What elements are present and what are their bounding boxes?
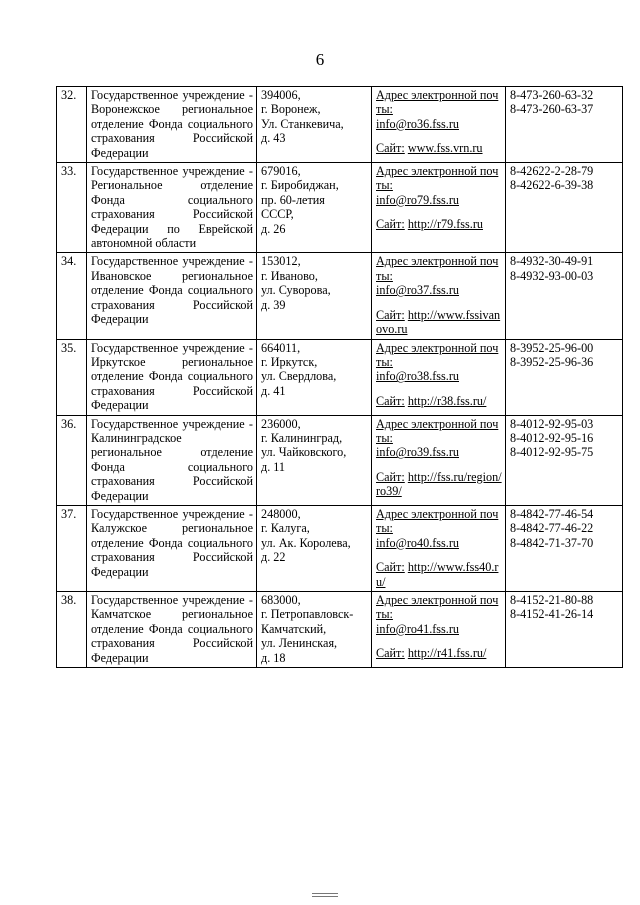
email-label: Адрес электронной почты:	[376, 164, 499, 193]
organization-name	[87, 592, 257, 668]
address-line: д. 39	[261, 297, 286, 312]
organization-name-text: Государственное учреждение - Ивановское региональное отделение Фонда социального страхования Российской Федерации	[91, 254, 253, 327]
phone-number: 8-4842-71-37-70	[510, 535, 594, 550]
address-line: г. Иваново,	[261, 268, 318, 283]
organization-name	[87, 87, 257, 163]
postal-address	[257, 163, 372, 253]
organization-name-text: Государственное учреждение - Калужское региональное отделение Фонда социального страхования Российской Федерации	[91, 506, 253, 579]
site-label: Сайт:	[376, 646, 405, 661]
address-line: д. 41	[261, 383, 286, 398]
email-link[interactable]: info@ro39.fss.ru	[376, 445, 459, 460]
email-label: Адрес электронной почты:	[376, 593, 499, 622]
email-label: Адрес электронной почты:	[376, 254, 499, 283]
site-link[interactable]: http://r79.fss.ru	[407, 217, 483, 232]
phone-number: 8-4012-92-95-75	[510, 445, 594, 460]
address-line: д. 11	[261, 459, 286, 474]
contacts-cell	[372, 253, 506, 339]
phone-numbers	[506, 505, 623, 591]
organization-name	[87, 505, 257, 591]
site-label: Сайт:	[376, 469, 405, 484]
address-line: 664011,	[261, 340, 301, 355]
contacts-cell	[372, 87, 506, 163]
row-number: 33.	[57, 163, 87, 253]
organization-name	[87, 163, 257, 253]
address-line: г. Иркутск,	[261, 354, 318, 369]
phone-number: 8-4932-30-49-91	[510, 254, 594, 269]
phone-numbers	[506, 339, 623, 415]
address-line: ул. Свердлова,	[261, 369, 337, 384]
contacts-cell	[372, 339, 506, 415]
address-line: г. Биробиджан,	[261, 178, 339, 193]
page-number: 6	[315, 50, 325, 69]
email-link[interactable]: info@ro38.fss.ru	[376, 369, 459, 384]
phone-number: 8-473-260-63-32	[510, 88, 594, 102]
row-number: 37.	[57, 505, 87, 591]
address-line: д. 18	[261, 650, 286, 665]
row-number: 35.	[57, 339, 87, 415]
site-label: Сайт:	[376, 217, 405, 232]
address-line: д. 43	[261, 131, 286, 146]
phone-numbers	[506, 592, 623, 668]
table-row	[57, 415, 623, 505]
postal-address	[257, 339, 372, 415]
phone-number: 8-4012-92-95-16	[510, 430, 594, 445]
postal-address	[257, 415, 372, 505]
bottom-mark	[312, 893, 338, 897]
address-line: ул. Ак. Королева,	[261, 535, 351, 550]
address-line: ул. Чайковского,	[261, 445, 347, 460]
email-link[interactable]: info@ro36.fss.ru	[376, 116, 459, 131]
organization-name	[87, 339, 257, 415]
phone-number: 8-42622-2-28-79	[510, 164, 594, 179]
address-line: ул. Суворова,	[261, 283, 331, 298]
phone-number: 8-4152-21-80-88	[510, 593, 594, 607]
email-link[interactable]: info@ro79.fss.ru	[376, 192, 459, 207]
address-line: Ул. Станкевича,	[261, 116, 344, 131]
address-line: СССР,	[261, 207, 294, 222]
email-label: Адрес электронной почты:	[376, 88, 499, 117]
table-row	[57, 505, 623, 591]
postal-address	[257, 505, 372, 591]
email-label: Адрес электронной почты:	[376, 416, 499, 445]
phone-numbers	[506, 163, 623, 253]
organization-name-text: Государственное учреждение - Иркутское региональное отделение Фонда социального страхования Российской Федерации	[91, 340, 253, 413]
organization-name	[87, 253, 257, 339]
site-link[interactable]: http://r41.fss.ru/	[407, 646, 487, 661]
row-number: 34.	[57, 253, 87, 339]
site-link[interactable]: http://r38.fss.ru/	[407, 393, 487, 408]
email-link[interactable]: info@ro40.fss.ru	[376, 535, 459, 550]
table-row	[57, 87, 623, 163]
address-line: д. 22	[261, 550, 286, 565]
row-number: 38.	[57, 592, 87, 668]
organization-name	[87, 415, 257, 505]
address-line: г. Петропавловск-	[261, 607, 354, 622]
address-line: 394006,	[261, 88, 301, 102]
site-label: Сайт:	[376, 560, 405, 575]
address-line: 248000,	[261, 506, 301, 521]
organization-name-text: Государственное учреждение - Воронежское региональное отделение Фонда социального страхования Российской Федерации	[91, 88, 253, 160]
phone-number: 8-42622-6-39-38	[510, 178, 594, 193]
site-link[interactable]: http://www.fss40.ru/	[376, 560, 499, 589]
contacts-cell	[372, 415, 506, 505]
phone-number: 8-4932-93-00-03	[510, 268, 594, 283]
table-row	[57, 592, 623, 668]
organization-name-text: Государственное учреждение - Региональное отделение Фонда социального страхования Российской Федерации по Еврейской автономной области	[91, 164, 253, 251]
email-label: Адрес электронной почты:	[376, 340, 499, 369]
phone-number: 8-3952-25-96-36	[510, 354, 594, 369]
site-link[interactable]: www.fss.vrn.ru	[407, 141, 483, 156]
address-line: г. Воронеж,	[261, 102, 321, 117]
phone-number: 8-4152-41-26-14	[510, 607, 594, 622]
site-link[interactable]: http://fss.ru/region/ro39/	[376, 469, 502, 499]
email-link[interactable]: info@ro37.fss.ru	[376, 283, 459, 298]
organization-name-text: Государственное учреждение - Камчатское региональное отделение Фонда социального страхования Российской Федерации	[91, 593, 253, 665]
phone-numbers	[506, 415, 623, 505]
email-label: Адрес электронной почты:	[376, 506, 499, 536]
table-body	[57, 87, 623, 668]
site-link[interactable]: http://www.fssivanovo.ru	[376, 307, 501, 337]
address-line: Камчатский,	[261, 621, 327, 636]
address-line: д. 26	[261, 221, 286, 236]
phone-number: 8-473-260-63-37	[510, 102, 594, 117]
phone-number: 8-3952-25-96-00	[510, 340, 594, 355]
fss-branches-table	[56, 86, 623, 668]
site-label: Сайт:	[376, 307, 405, 322]
address-line: ул. Ленинская,	[261, 636, 338, 651]
phone-numbers	[506, 87, 623, 163]
address-line: 153012,	[261, 254, 301, 269]
organization-name-text: Государственное учреждение - Калининградское региональное отделение Фонда социального страхования Российской Федерации	[91, 416, 253, 503]
contacts-cell	[372, 505, 506, 591]
table-row	[57, 163, 623, 253]
phone-number: 8-4842-77-46-54	[510, 506, 594, 521]
row-number: 36.	[57, 415, 87, 505]
address-line: г. Калининград,	[261, 430, 343, 445]
postal-address	[257, 87, 372, 163]
phone-numbers	[506, 253, 623, 339]
address-line: пр. 60-летия	[261, 192, 325, 207]
email-link[interactable]: info@ro41.fss.ru	[376, 621, 459, 636]
address-line: 683000,	[261, 593, 301, 607]
postal-address	[257, 253, 372, 339]
phone-number: 8-4842-77-46-22	[510, 521, 594, 536]
address-line: г. Калуга,	[261, 521, 310, 536]
table-row	[57, 339, 623, 415]
address-line: 236000,	[261, 416, 301, 431]
contacts-cell	[372, 163, 506, 253]
phone-number: 8-4012-92-95-03	[510, 416, 594, 431]
site-label: Сайт:	[376, 141, 405, 156]
table-row	[57, 253, 623, 339]
postal-address	[257, 592, 372, 668]
address-line: 679016,	[261, 164, 301, 179]
site-label: Сайт:	[376, 393, 405, 408]
contacts-cell	[372, 592, 506, 668]
row-number: 32.	[57, 87, 87, 163]
